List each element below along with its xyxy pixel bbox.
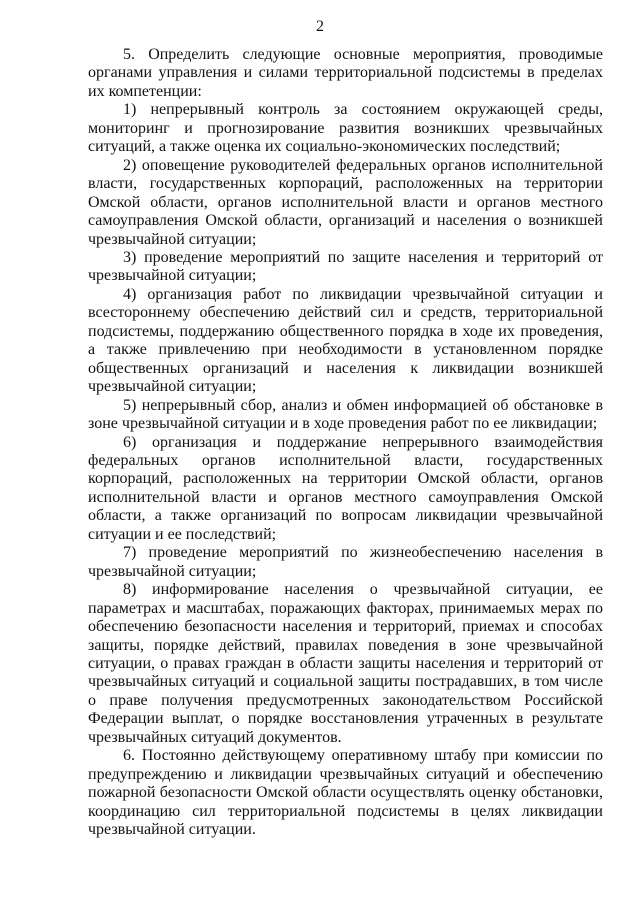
paragraph-subitem-8: 8) информирование населения о чрезвычайной ситуации, ее параметрах и масштабах, поражающих факторах, принимаемых мерах по обеспечению безопасности населения и территорий, приемах и способах защиты, порядке действий, правилах поведения в зоне чрезвычайной ситуации, о правах граждан в области защиты населения и территорий от чрезвычайных ситуаций и социальной защиты пострадавших, в том числе о праве получения предусмотренных законодательством Российской Федерации выплат, о порядке восстановления утраченных в результате чрезвычайных ситуаций документов. bbox=[88, 581, 603, 746]
paragraph-subitem-3: 3) проведение мероприятий по защите населения и территорий от чрезвычайной ситуации; bbox=[88, 248, 603, 285]
paragraph-item-5: 5. Определить следующие основные мероприятия, проводимые органами управления и силами территориальной подсистемы в пределах их компетенции: bbox=[88, 46, 603, 100]
paragraph-item-6: 6. Постоянно действующему оперативному штабу при комиссии по предупреждению и ликвидации чрезвычайных ситуаций и обеспечению пожарной безопасности Омской области осуществлять оценку обстановки, координацию сил территориальной подсистемы в целях ликвидации чрезвычайной ситуации. bbox=[88, 747, 603, 839]
paragraph-subitem-7: 7) проведение мероприятий по жизнеобеспечению населения в чрезвычайной ситуации; bbox=[88, 544, 603, 580]
paragraph-subitem-6: 6) организация и поддержание непрерывного взаимодействия федеральных органов исполнительной власти, государственных корпораций, расположенных на территории Омской области, органов исполнительной власти и органов местного самоуправления Омской области, а также организаций по вопросам ликвидации чрезвычайной ситуации и ее последствий; bbox=[88, 433, 603, 543]
paragraph-subitem-4: 4) организация работ по ликвидации чрезвычайной ситуации и всестороннему обеспечению действий сил и средств, территориальной подсистемы, поддержанию общественного порядка в ходе их проведения, а также привлечению при необходимости в установленном порядке общественных организаций и населения к ликвидации возникшей чрезвычайной ситуации; bbox=[88, 285, 603, 396]
paragraph-subitem-5: 5) непрерывный сбор, анализ и обмен информацией об обстановке в зоне чрезвычайной ситуации и в ходе проведения работ по ее ликвидации; bbox=[88, 396, 603, 433]
paragraph-subitem-2: 2) оповещение руководителей федеральных органов исполнительной власти, государственных корпораций, расположенных на территории Омской области, органов исполнительной власти и органов местного самоуправления Омской области, организаций и населения о возникшей чрезвычайной ситуации; bbox=[88, 156, 603, 248]
document-body bbox=[88, 46, 603, 839]
paragraph-subitem-1: 1) непрерывный контроль за состоянием окружающей среды, мониторинг и прогнозирование развития возникших чрезвычайных ситуаций, а также оценка их социально-экономических последствий; bbox=[88, 101, 603, 156]
page-number: 2 bbox=[316, 18, 324, 35]
